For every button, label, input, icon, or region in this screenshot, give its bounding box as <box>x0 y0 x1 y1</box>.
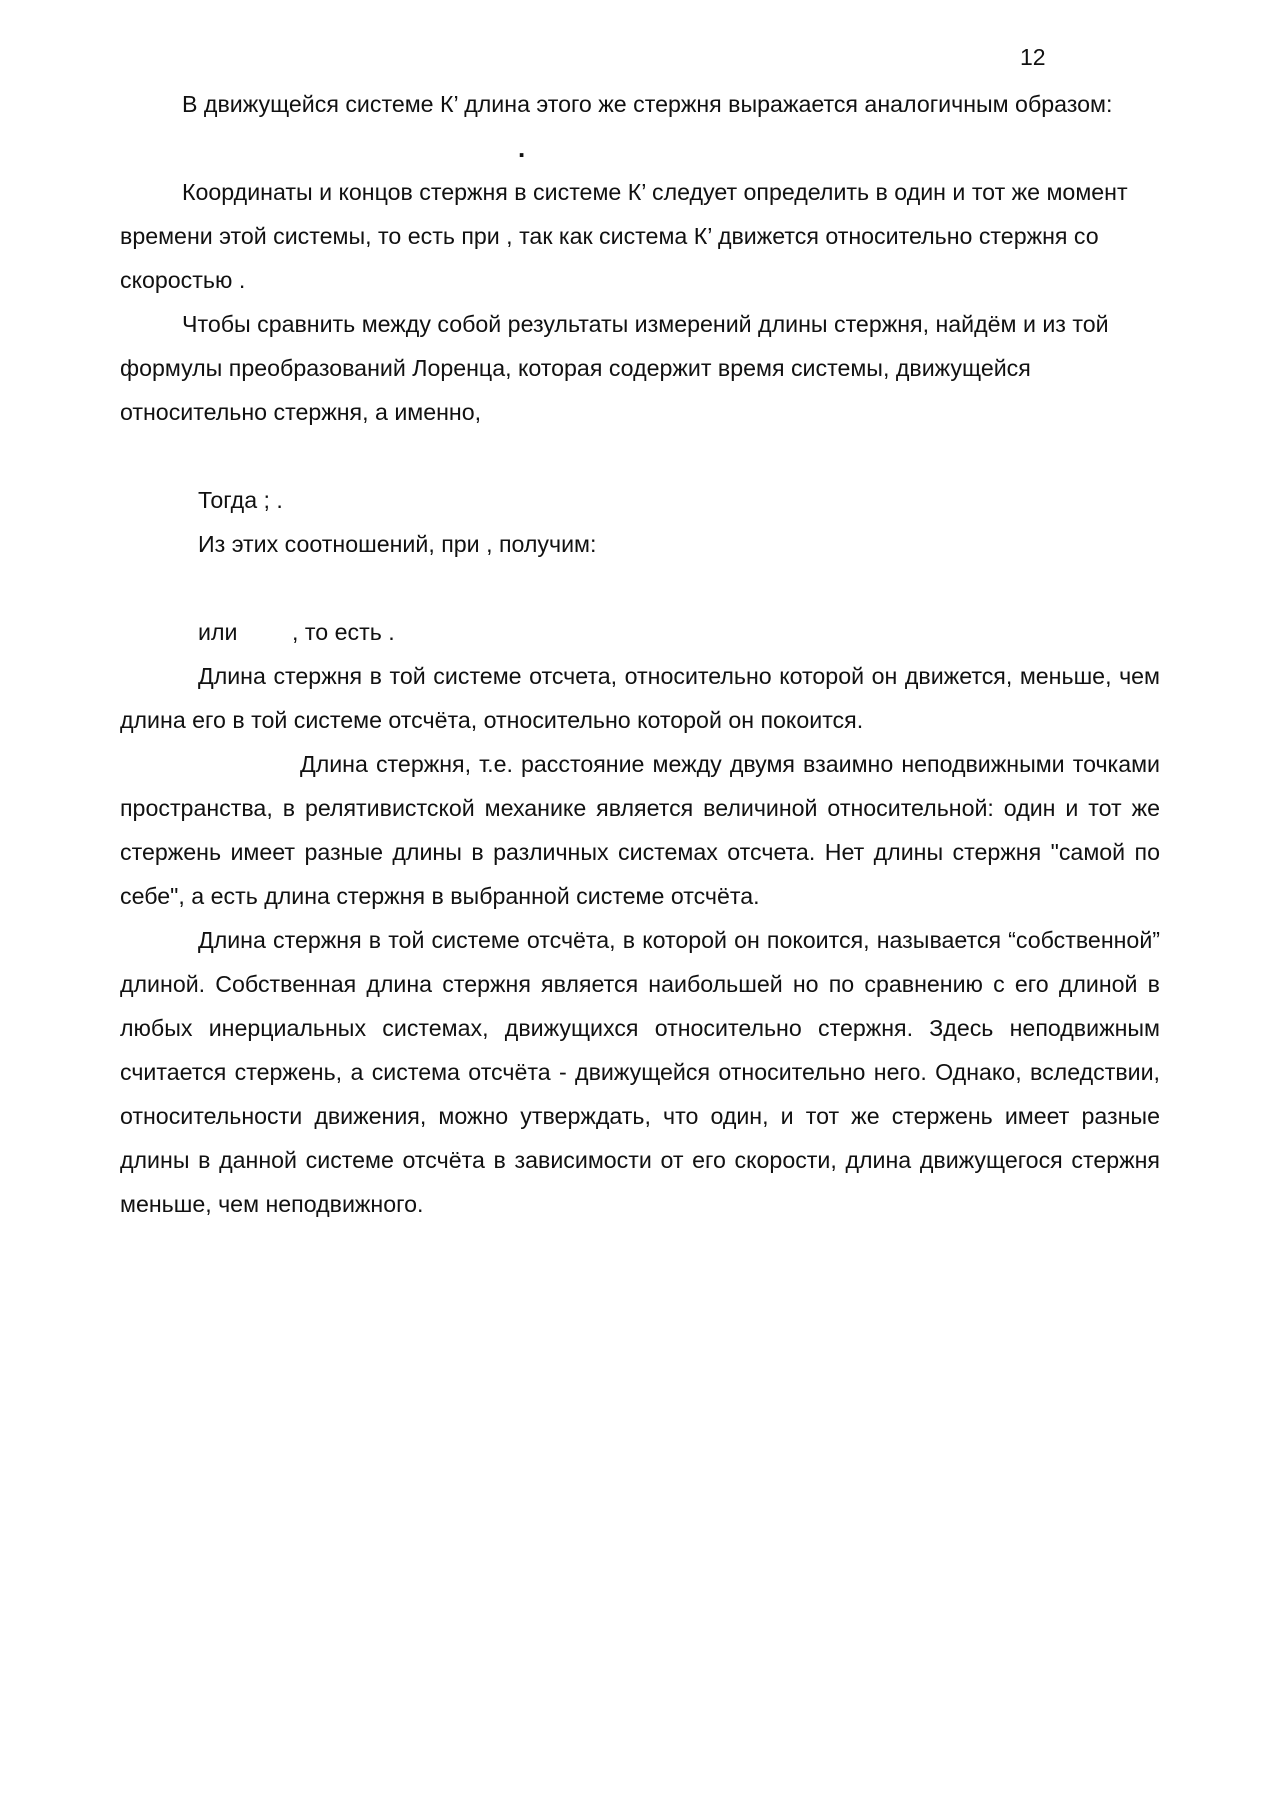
that-is-text: , то есть . <box>292 619 395 645</box>
paragraph-coordinates: Координаты и концов стержня в системе К’ следует определить в один и тот же момент времени этой системы, то есть при , так как система К’ движется относительно стержня со скоростью . <box>120 179 1128 293</box>
paragraph-proper-length: Длина стержня в той системе отсчёта, в которой он покоится, называется “собственной” длиной. Собственная длина стержня является наибольшей но по сравнению с его длиной в любых инерциальных системах, движущихся относительно стержня. Здесь неподвижным считается стержень, а система отсчёта - движущейся относительно него. Однако, вследствии, относительности движения, можно утверждать, что один, и тот же стержень имеет разные длины в данной системе отсчёта в зависимости от его скорости, длина движущегося стержня меньше, чем неподвижного. <box>120 927 1160 1217</box>
paragraph-from-relations: Из этих соотношений, при , получим: <box>198 531 597 557</box>
formula-gap-2 <box>120 566 1160 610</box>
page-number: 12 <box>1020 44 1046 70</box>
formula-gap <box>120 434 1160 478</box>
paragraph-length-contraction: Длина стержня в той системе отсчета, относительно которой он движется, меньше, чем длина его в той системе отсчёта, относительно которой он покоится. <box>120 663 1160 733</box>
document-body <box>120 82 1160 1226</box>
or-word: или <box>198 619 238 645</box>
paragraph-or <box>120 610 1160 654</box>
formula-placeholder-dot: . <box>518 133 526 163</box>
paragraph-then: Тогда ; . <box>198 487 283 513</box>
paragraph-relative-length: Длина стержня, т.е. расстояние между двумя взаимно неподвижными точками пространства, в релятивистской механике является величиной относительной: один и тот же стержень имеет разные длины в различных системах отсчета. Нет длины стержня "самой по себе", а есть длина стержня в выбранной системе отсчёта. <box>120 751 1160 909</box>
paragraph-compare-lengths: Чтобы сравнить между собой результаты измерений длины стержня, найдём и из той формулы преобразований Лоренца, которая содержит время системы, движущейся относительно стержня, а именно, <box>120 311 1109 425</box>
paragraph-moving-system: В движущейся системе К’ длина этого же стержня выражается аналогичным образом: <box>182 91 1113 117</box>
